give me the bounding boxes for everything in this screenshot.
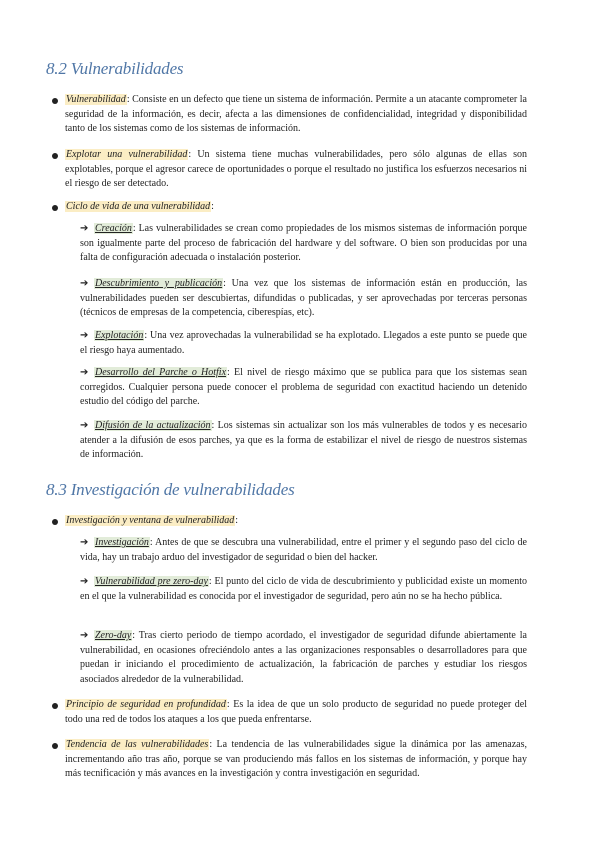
- item-text: : Una vez aprovechadas la vulnerabilidad se ha explotado. Llegados a este punto se puede que el riesgo haya aumentado.: [80, 330, 527, 356]
- term-highlight: Explotación: [95, 330, 144, 341]
- term-highlight: Zero-day: [95, 630, 132, 641]
- list-item-tendencia: [65, 738, 527, 782]
- item-text: : Consiste en un defecto que tiene un sistema de información. Permite a un atacante comprometer la seguridad de la información, es decir, afecta a las dimensiones de confidencialidad, integridad y disponibilidad tanto de los sistemas como de los sistemas de información.: [65, 94, 527, 134]
- section-heading: 8.3 Investigación de vulnerabilidades: [46, 480, 295, 499]
- arrow-right-icon: ➔: [80, 367, 89, 378]
- arrow-right-icon: ➔: [80, 278, 89, 289]
- term-highlight: Explotar una vulnerabilidad: [66, 149, 188, 160]
- arrow-right-icon: ➔: [80, 537, 89, 548]
- term-highlight: Difusión de la actualización: [95, 420, 211, 431]
- item-text: : Una vez que los sistemas de información están en producción, las vulnerabilidades pueden ser descubiertas, difundidas o publicadas, y ser aprovechadas por terceras personas (técnicos de empresas de la competencia, ciberespías, etc).: [80, 278, 527, 318]
- list-item-vulnerabilidad: [65, 93, 527, 137]
- item-text: :: [211, 201, 214, 212]
- list-item-investigacion-ventana: [65, 514, 527, 529]
- term-highlight: Creación: [95, 223, 132, 234]
- list-item-explotar: [65, 148, 527, 192]
- sub-item-explotacion: [80, 329, 527, 358]
- arrow-right-icon: ➔: [80, 630, 89, 641]
- list-item-ciclo-vida: [65, 200, 527, 215]
- term-highlight: Investigación y ventana de vulnerabilidad: [66, 515, 235, 526]
- item-text: : Un sistema tiene muchas vulnerabilidades, pero sólo algunas de ellas son explotables, porque el agresor carece de oportunidades o porque el resultado no justifica los esfuerzos necesarios ni el riesgo de ser detectado.: [65, 149, 527, 189]
- sub-item-descubrimiento: [80, 277, 527, 321]
- term-highlight: Vulnerabilidad pre zero-day: [95, 576, 208, 587]
- item-text: : Tras cierto periodo de tiempo acordado, el investigador de seguridad difunde abiertamente la vulnerabilidad, en ocasiones ofreciéndolo antes a las organizaciones responsables o desarrolladores para que puedan ir iniciando el procedimiento de actualización, la fabricación de parches y estudiar los riesgos asociados alrededor de la vulnerabilidad.: [80, 630, 527, 685]
- item-text: : El nivel de riesgo máximo que se publica para que los sistemas sean corregidos. Cualquier persona puede conocer el problema de seguridad con exactitud haciendo un detenido estudio del código del parche.: [80, 367, 527, 407]
- bullet-dot-icon: [52, 519, 58, 525]
- sub-item-difusion: [80, 419, 527, 463]
- list-item-principio-seguridad: [65, 698, 527, 727]
- term-highlight: Desarrollo del Parche o Hotfix: [95, 367, 227, 378]
- item-text: : La tendencia de las vulnerabilidades sigue la dinámica por las amenazas, incrementando año tras año, porque se van produciendo más fallos en los sistemas de información, y porque hay más tecnificación y más avances en la investigación y contra investigación en seguridad.: [65, 739, 527, 779]
- sub-item-creacion: [80, 222, 527, 266]
- sub-item-pre-zero-day: [80, 575, 527, 604]
- item-text: : Las vulnerabilidades se crean como propiedades de los mismos sistemas de información porque son igualmente parte del proceso de fabricación del hardware y del software. O bien son producidas por una falta de configuración adecuada o instalación posterior.: [80, 223, 527, 263]
- sub-item-investigacion: [80, 536, 527, 565]
- arrow-right-icon: ➔: [80, 576, 89, 587]
- item-text: : Es la idea de que un solo producto de seguridad no puede proteger del todo una red de todos los ataques a los que pueda enfrentarse.: [65, 699, 527, 725]
- arrow-right-icon: ➔: [80, 420, 89, 431]
- term-highlight: Descubrimiento y publicación: [95, 278, 223, 289]
- item-text: : El punto del ciclo de vida de descubrimiento y publicidad existe un momento en el que la vulnerabilidad es conocida por el investigador de seguridad, pero aún no se ha hecho pública.: [80, 576, 527, 602]
- bullet-dot-icon: [52, 703, 58, 709]
- term-highlight: Vulnerabilidad: [66, 94, 126, 105]
- item-text: : Los sistemas sin actualizar son los más vulnerables de todos y es necesario atender a la difusión de esos parches, ya que es la forma de estabilizar el nivel de riesgo de nuestros sistemas de información.: [80, 420, 527, 460]
- term-highlight: Investigación: [95, 537, 149, 548]
- section-heading: 8.2 Vulnerabilidades: [46, 59, 184, 78]
- term-highlight: Ciclo de vida de una vulnerabilidad: [66, 201, 211, 212]
- sub-item-parche: [80, 366, 527, 410]
- arrow-right-icon: ➔: [80, 223, 89, 234]
- bullet-dot-icon: [52, 205, 58, 211]
- bullet-dot-icon: [52, 98, 58, 104]
- sub-item-zero-day: [80, 629, 527, 687]
- item-text: :: [235, 515, 239, 526]
- item-text: : Antes de que se descubra una vulnerabilidad, entre el primer y el segundo paso del ciclo de vida, hay un trabajo arduo del investigador de seguridad o bien del hacker.: [80, 537, 527, 563]
- arrow-right-icon: ➔: [80, 330, 89, 341]
- bullet-dot-icon: [52, 153, 58, 159]
- term-highlight: Principio de seguridad en profundidad: [66, 699, 226, 710]
- bullet-dot-icon: [52, 743, 58, 749]
- term-highlight: Tendencia de las vulnerabilidades: [66, 739, 209, 750]
